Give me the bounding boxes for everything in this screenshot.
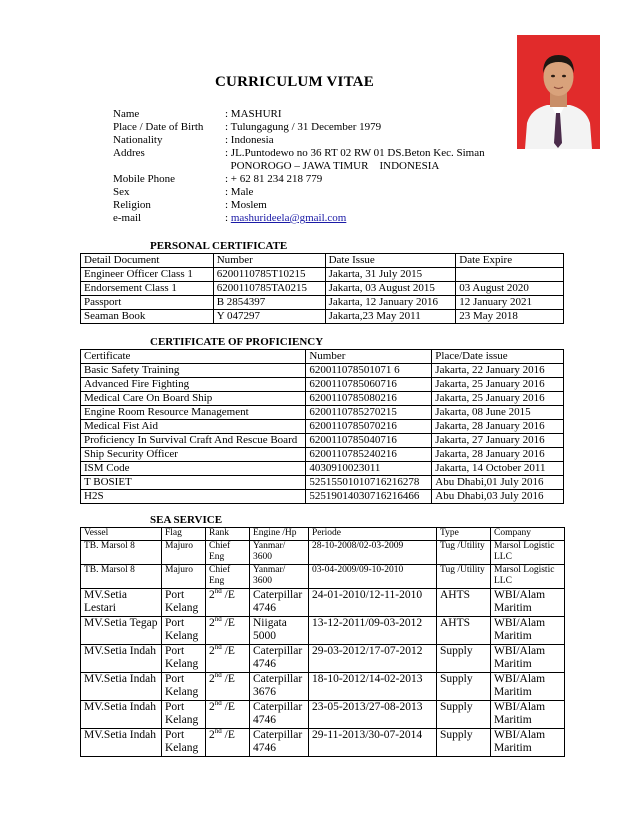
info-label: Name xyxy=(113,108,140,120)
table-cell: 12 January 2021 xyxy=(456,296,564,310)
proficiency-heading: CERTIFICATE OF PROFICIENCY xyxy=(150,336,324,348)
table-row xyxy=(81,462,564,476)
info-row-phone xyxy=(113,173,525,186)
rank-superscript: nd xyxy=(214,614,222,623)
rank-number: 2 xyxy=(209,644,215,657)
proficiency-table xyxy=(80,349,564,504)
table-cell: 6200110785070216 xyxy=(306,420,432,434)
table-row xyxy=(81,296,564,310)
rank-suffix: /E xyxy=(221,700,235,713)
table-cell: 52515501010716216278 xyxy=(306,476,432,490)
table-cell: Caterpillar 4746 xyxy=(250,728,309,756)
header-cell: Type xyxy=(437,528,491,541)
table-cell: Caterpillar 4746 xyxy=(250,700,309,728)
table-cell: Jakarta, 31 July 2015 xyxy=(325,268,456,282)
table-cell: Caterpillar 4746 xyxy=(250,644,309,672)
table-cell: Caterpillar 3676 xyxy=(250,672,309,700)
header-cell: Number xyxy=(213,254,325,268)
info-row-address xyxy=(113,147,525,160)
table-cell: Ship Security Officer xyxy=(81,448,306,462)
info-value: : MASHURI xyxy=(225,108,282,120)
info-row-email xyxy=(113,212,525,225)
table-cell: WBI/Alam Maritim xyxy=(491,644,565,672)
header-cell: Company xyxy=(491,528,565,541)
table-row xyxy=(81,406,564,420)
table-cell xyxy=(206,728,250,756)
table-cell: Jakarta, 08 June 2015 xyxy=(432,406,564,420)
table-cell xyxy=(456,268,564,282)
rank-superscript: nd xyxy=(214,670,222,679)
personal-certificate-table xyxy=(80,253,564,324)
table-cell: Medical Care On Board Ship xyxy=(81,392,306,406)
header-cell: Periode xyxy=(309,528,437,541)
table-cell xyxy=(206,644,250,672)
table-cell: 23 May 2018 xyxy=(456,310,564,324)
table-header-row xyxy=(81,350,564,364)
table-cell: Jakarta, 27 January 2016 xyxy=(432,434,564,448)
table-cell: T BOSIET xyxy=(81,476,306,490)
info-value: : + 62 81 234 218 779 xyxy=(225,173,323,185)
table-cell: 6200110785270215 xyxy=(306,406,432,420)
person-portrait-icon xyxy=(517,35,600,149)
table-cell: 52519014030716216466 xyxy=(306,490,432,504)
table-cell: Yanmar/ 3600 xyxy=(250,564,309,588)
table-row xyxy=(81,282,564,296)
header-cell: Flag xyxy=(162,528,206,541)
table-cell: Engine Room Resource Management xyxy=(81,406,306,420)
header-cell: Certificate xyxy=(81,350,306,364)
header-cell: Date Expire xyxy=(456,254,564,268)
table-row xyxy=(81,644,565,672)
table-cell: Port Kelang xyxy=(162,700,206,728)
table-cell: Supply xyxy=(437,728,491,756)
table-cell: MV.Setia Indah xyxy=(81,700,162,728)
rank-suffix: /E xyxy=(221,672,235,685)
page-title: CURRICULUM VITAE xyxy=(215,74,374,90)
table-cell: 03 August 2020 xyxy=(456,282,564,296)
header-cell: Vessel xyxy=(81,528,162,541)
table-cell: Jakarta, 12 January 2016 xyxy=(325,296,456,310)
table-row xyxy=(81,476,564,490)
table-cell: ISM Code xyxy=(81,462,306,476)
info-value: : Male xyxy=(225,186,254,198)
table-cell: Jakarta, 25 January 2016 xyxy=(432,392,564,406)
table-cell: TB. Marsol 8 xyxy=(81,564,162,588)
info-label: Place / Date of Birth xyxy=(113,121,204,133)
info-value: : Indonesia xyxy=(225,134,274,146)
info-label: Nationality xyxy=(113,134,163,146)
table-cell: Tug /Utility xyxy=(437,540,491,564)
table-cell: Marsol Logistic LLC xyxy=(491,564,565,588)
header-cell: Number xyxy=(306,350,432,364)
table-cell: Majuro xyxy=(162,564,206,588)
info-label: e-mail xyxy=(113,212,142,224)
table-cell: MV.Setia Indah xyxy=(81,644,162,672)
table-header-row xyxy=(81,254,564,268)
table-row xyxy=(81,448,564,462)
table-row xyxy=(81,364,564,378)
sea-service-heading: SEA SERVICE xyxy=(150,514,223,526)
table-cell: Endorsement Class 1 xyxy=(81,282,214,296)
rank-number: 2 xyxy=(209,588,215,601)
info-label: Religion xyxy=(113,199,151,211)
info-row-birth xyxy=(113,121,525,134)
table-cell: WBI/Alam Maritim xyxy=(491,672,565,700)
info-row-name xyxy=(113,108,525,121)
table-cell: Basic Safety Training xyxy=(81,364,306,378)
table-cell: 4030910023011 xyxy=(306,462,432,476)
table-cell: Supply xyxy=(437,672,491,700)
email-link[interactable]: mashurideela@gmail.com xyxy=(230,212,347,224)
table-cell: Engineer Officer Class 1 xyxy=(81,268,214,282)
table-row xyxy=(81,728,565,756)
table-cell: Port Kelang xyxy=(162,672,206,700)
table-cell: WBI/Alam Maritim xyxy=(491,728,565,756)
table-cell: Marsol Logistic LLC xyxy=(491,540,565,564)
info-label xyxy=(113,160,225,173)
table-cell: 6200110785240216 xyxy=(306,448,432,462)
rank-suffix: /E xyxy=(221,616,235,629)
table-cell: Port Kelang xyxy=(162,588,206,616)
rank-superscript: nd xyxy=(214,642,222,651)
info-value: : JL.Puntodewo no 36 RT 02 RW 01 DS.Beton Kec. Siman xyxy=(225,147,485,159)
table-cell: Port Kelang xyxy=(162,728,206,756)
info-row-sex xyxy=(113,186,525,199)
table-cell: Chief Eng xyxy=(206,564,250,588)
table-cell xyxy=(206,700,250,728)
table-cell: 03-04-2009/09-10-2010 xyxy=(309,564,437,588)
table-cell: B 2854397 xyxy=(213,296,325,310)
info-label: Sex xyxy=(113,186,130,198)
table-cell xyxy=(206,588,250,616)
rank-number: 2 xyxy=(209,672,215,685)
table-cell: WBI/Alam Maritim xyxy=(491,616,565,644)
table-cell: 24-01-2010/12-11-2010 xyxy=(309,588,437,616)
table-cell: AHTS xyxy=(437,588,491,616)
info-label: Mobile Phone xyxy=(113,173,176,185)
table-row xyxy=(81,310,564,324)
table-cell: Supply xyxy=(437,644,491,672)
table-cell: Jakarta, 28 January 2016 xyxy=(432,420,564,434)
table-cell: MV.Setia Indah xyxy=(81,728,162,756)
table-cell: Abu Dhabi,03 July 2016 xyxy=(432,490,564,504)
rank-number: 2 xyxy=(209,700,215,713)
rank-number: 2 xyxy=(209,616,215,629)
table-cell: 28-10-2008/02-03-2009 xyxy=(309,540,437,564)
rank-superscript: nd xyxy=(214,698,222,707)
table-cell: MV.Setia Tegap xyxy=(81,616,162,644)
table-cell: WBI/Alam Maritim xyxy=(491,700,565,728)
table-cell: Supply xyxy=(437,700,491,728)
info-value: : Moslem xyxy=(225,199,267,211)
info-row-religion xyxy=(113,199,525,212)
info-row-address-2 xyxy=(113,160,525,173)
table-cell: TB. Marsol 8 xyxy=(81,540,162,564)
table-row xyxy=(81,378,564,392)
table-cell: 6200110785T10215 xyxy=(213,268,325,282)
profile-photo xyxy=(517,35,600,149)
table-cell: Jakarta, 14 October 2011 xyxy=(432,462,564,476)
table-cell: Port Kelang xyxy=(162,616,206,644)
table-cell: 18-10-2012/14-02-2013 xyxy=(309,672,437,700)
table-row xyxy=(81,392,564,406)
personal-info xyxy=(113,108,525,225)
sea-service-table xyxy=(80,527,565,757)
table-cell: H2S xyxy=(81,490,306,504)
info-value: PONOROGO – JAWA TIMUR INDONESIA xyxy=(225,160,440,172)
table-cell: Port Kelang xyxy=(162,644,206,672)
table-cell: Y 047297 xyxy=(213,310,325,324)
table-cell: Yanmar/ 3600 xyxy=(250,540,309,564)
table-cell xyxy=(206,672,250,700)
table-cell: Abu Dhabi,01 July 2016 xyxy=(432,476,564,490)
table-row xyxy=(81,490,564,504)
table-cell: Medical Fist Aid xyxy=(81,420,306,434)
table-cell: MV.Setia Indah xyxy=(81,672,162,700)
table-cell: Caterpillar 4746 xyxy=(250,588,309,616)
table-cell: 29-11-2013/30-07-2014 xyxy=(309,728,437,756)
info-value-prefix: : xyxy=(225,212,231,224)
table-cell: Tug /Utility xyxy=(437,564,491,588)
rank-suffix: /E xyxy=(221,588,235,601)
table-cell: Jakarta,23 May 2011 xyxy=(325,310,456,324)
info-value xyxy=(225,212,515,225)
table-cell: Chief Eng xyxy=(206,540,250,564)
rank-number: 2 xyxy=(209,728,215,741)
table-row xyxy=(81,420,564,434)
rank-superscript: nd xyxy=(214,726,222,735)
table-cell: 6200110785080216 xyxy=(306,392,432,406)
table-row xyxy=(81,700,565,728)
table-cell: Advanced Fire Fighting xyxy=(81,378,306,392)
table-row xyxy=(81,540,565,564)
table-cell: Jakarta, 22 January 2016 xyxy=(432,364,564,378)
header-cell: Place/Date issue xyxy=(432,350,564,364)
info-value: : Tulungagung / 31 December 1979 xyxy=(225,121,382,133)
table-row xyxy=(81,588,565,616)
table-cell: Passport xyxy=(81,296,214,310)
table-cell: Jakarta, 03 August 2015 xyxy=(325,282,456,296)
rank-suffix: /E xyxy=(221,728,235,741)
table-cell: WBI/Alam Maritim xyxy=(491,588,565,616)
rank-suffix: /E xyxy=(221,644,235,657)
table-cell: Jakarta, 28 January 2016 xyxy=(432,448,564,462)
header-cell: Engine /Hp xyxy=(250,528,309,541)
table-row xyxy=(81,616,565,644)
table-cell: Jakarta, 25 January 2016 xyxy=(432,378,564,392)
table-row xyxy=(81,672,565,700)
table-cell: AHTS xyxy=(437,616,491,644)
rank-superscript: nd xyxy=(214,586,222,595)
header-cell: Rank xyxy=(206,528,250,541)
header-cell: Detail Document xyxy=(81,254,214,268)
table-cell: Niigata 5000 xyxy=(250,616,309,644)
table-row xyxy=(81,434,564,448)
table-cell: 13-12-2011/09-03-2012 xyxy=(309,616,437,644)
header-cell: Date Issue xyxy=(325,254,456,268)
table-cell: Majuro xyxy=(162,540,206,564)
table-cell: 6200110785040716 xyxy=(306,434,432,448)
info-label: Addres xyxy=(113,147,145,159)
table-cell: Seaman Book xyxy=(81,310,214,324)
table-cell: 6200110785TA0215 xyxy=(213,282,325,296)
table-cell: MV.Setia Lestari xyxy=(81,588,162,616)
table-row xyxy=(81,268,564,282)
info-row-nationality xyxy=(113,134,525,147)
table-row xyxy=(81,564,565,588)
personal-certificate-heading: PERSONAL CERTIFICATE xyxy=(150,240,288,252)
table-cell: 620011078501071 6 xyxy=(306,364,432,378)
table-cell xyxy=(206,616,250,644)
table-cell: Proficiency In Survival Craft And Rescue Board xyxy=(81,434,306,448)
table-cell: 29-03-2012/17-07-2012 xyxy=(309,644,437,672)
table-header-row xyxy=(81,528,565,541)
table-cell: 6200110785060716 xyxy=(306,378,432,392)
table-cell: 23-05-2013/27-08-2013 xyxy=(309,700,437,728)
